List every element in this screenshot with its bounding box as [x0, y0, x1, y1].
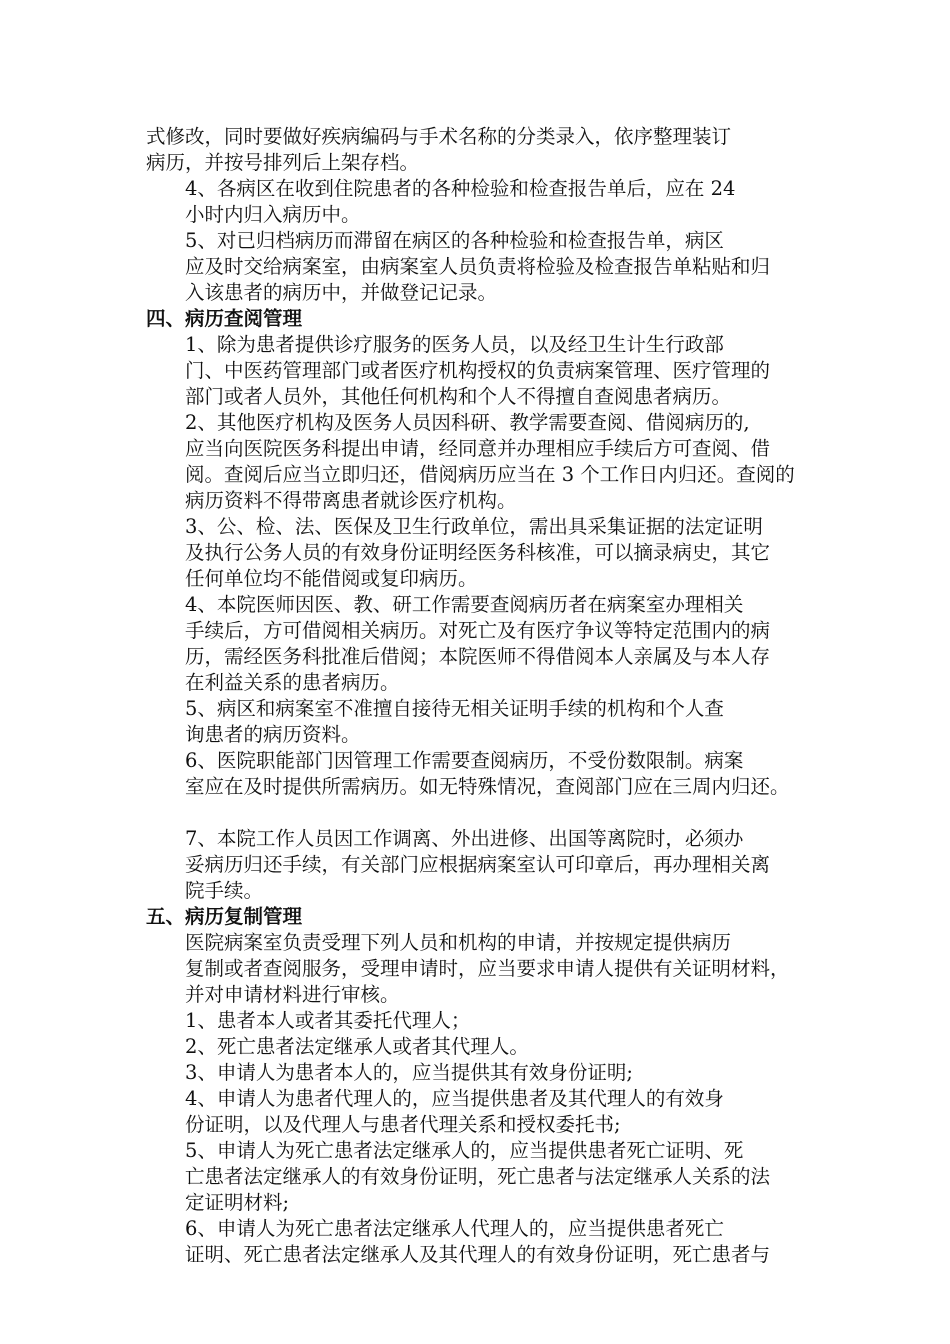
paragraph-line: 6、申请人为死亡患者法定继承人代理人的，应当提供患者死亡 [185, 1217, 724, 1240]
paragraph-line: 3、公、检、法、医保及卫生行政单位，需出具采集证据的法定证明 [185, 515, 763, 538]
paragraph-line: 及执行公务人员的有效身份证明经医务科核准，可以摘录病史，其它 [185, 541, 771, 564]
paragraph-line: 5、对已归档病历而滞留在病区的各种检验和检查报告单，病区 [185, 229, 724, 252]
paragraph-line: 4、申请人为患者代理人的，应当提供患者及其代理人的有效身 [185, 1087, 724, 1110]
paragraph [146, 176, 826, 228]
paragraph-line: 5、申请人为死亡患者法定继承人的，应当提供患者死亡证明、死 [185, 1139, 744, 1162]
paragraph-line: 3、申请人为患者本人的，应当提供其有效身份证明; [185, 1061, 633, 1084]
paragraph-line: 病历资料不得带离患者就诊医疗机构。 [185, 489, 517, 512]
paragraph-line: 4、本院医师因医、教、研工作需要查阅病历者在病案室办理相关 [185, 593, 744, 616]
paragraph [146, 696, 826, 748]
paragraph [146, 1034, 826, 1060]
section-heading: 四、病历查阅管理 [146, 307, 303, 330]
paragraph [146, 748, 826, 800]
paragraph [146, 410, 826, 514]
paragraph-line: 入该患者的病历中，并做登记记录。 [185, 281, 498, 304]
paragraph-line: 任何单位均不能借阅或复印病历。 [185, 567, 478, 590]
paragraph [146, 332, 826, 410]
paragraph-line: 妥病历归还手续，有关部门应根据病案室认可印章后，再办理相关离 [185, 853, 771, 876]
paragraph [146, 1216, 826, 1268]
paragraph-line: 院手续。 [185, 879, 264, 902]
document-body [146, 124, 826, 1268]
blank-line [146, 800, 826, 826]
paragraph-line: 亡患者法定继承人的有效身份证明，死亡患者与法定继承人关系的法 [185, 1165, 771, 1188]
paragraph-line: 历，需经医务科批准后借阅；本院医师不得借阅本人亲属及与本人存 [185, 645, 771, 668]
paragraph-line: 2、其他医疗机构及医务人员因科研、教学需要查阅、借阅病历的, [185, 411, 750, 434]
paragraph-line: 6、医院职能部门因管理工作需要查阅病历，不受份数限制。病案 [185, 749, 744, 772]
section-heading: 五、病历复制管理 [146, 905, 303, 928]
paragraph [146, 514, 826, 592]
paragraph-line: 应当向医院医务科提出申请，经同意并办理相应手续后方可查阅、借 [185, 437, 771, 460]
paragraph-line: 定证明材料; [185, 1191, 290, 1214]
paragraph-line: 2、死亡患者法定继承人或者其代理人。 [185, 1035, 529, 1058]
paragraph [146, 592, 826, 696]
paragraph-line: 手续后，方可借阅相关病历。对死亡及有医疗争议等特定范围内的病 [185, 619, 771, 642]
paragraph-line: 4、各病区在收到住院患者的各种检验和检查报告单后，应在 24 [185, 177, 736, 200]
paragraph-line: 室应在及时提供所需病历。如无特殊情况，查阅部门应在三周内归还。 [185, 775, 790, 798]
paragraph [146, 826, 826, 904]
paragraph-line: 份证明，以及代理人与患者代理关系和授权委托书; [185, 1113, 621, 1136]
paragraph [146, 930, 826, 1008]
paragraph-line: 并对申请材料进行审核。 [185, 983, 400, 1006]
paragraph-line: 小时内归入病历中。 [185, 203, 361, 226]
paragraph-line: 部门或者人员外，其他任何机构和个人不得擅自查阅患者病历。 [185, 385, 732, 408]
paragraph-line: 证明、死亡患者法定继承人及其代理人的有效身份证明，死亡患者与 [185, 1243, 771, 1266]
paragraph-line: 1、除为患者提供诊疗服务的医务人员，以及经卫生计生行政部 [185, 333, 724, 356]
paragraph-line: 阅。查阅后应当立即归还，借阅病历应当在 3 个工作日内归还。查阅的 [185, 463, 795, 486]
paragraph [146, 1086, 826, 1138]
paragraph [146, 228, 826, 306]
paragraph-line: 7、本院工作人员因工作调离、外出进修、出国等离院时，必须办 [185, 827, 744, 850]
paragraph-line: 应及时交给病案室，由病案室人员负责将检验及检查报告单粘贴和归 [185, 255, 771, 278]
paragraph-line: 1、患者本人或者其委托代理人； [185, 1009, 471, 1032]
paragraph-line: 门、中医药管理部门或者医疗机构授权的负责病案管理、医疗管理的 [185, 359, 771, 382]
paragraph-line: 5、病区和病案室不准擅自接待无相关证明手续的机构和个人查 [185, 697, 724, 720]
paragraph-line: 医院病案室负责受理下列人员和机构的申请，并按规定提供病历 [185, 931, 732, 954]
paragraph [146, 1008, 826, 1034]
paragraph [146, 1060, 826, 1086]
paragraph [146, 124, 826, 176]
paragraph-line: 病历，并按号排列后上架存档。 [146, 151, 420, 174]
paragraph-line: 复制或者查阅服务，受理申请时，应当要求申请人提供有关证明材料， [185, 957, 790, 980]
paragraph-line: 式修改，同时要做好疾病编码与手术名称的分类录入，依序整理装订 [146, 125, 732, 148]
paragraph-line: 在利益关系的患者病历。 [185, 671, 400, 694]
paragraph [146, 1138, 826, 1216]
paragraph-line: 询患者的病历资料。 [185, 723, 361, 746]
